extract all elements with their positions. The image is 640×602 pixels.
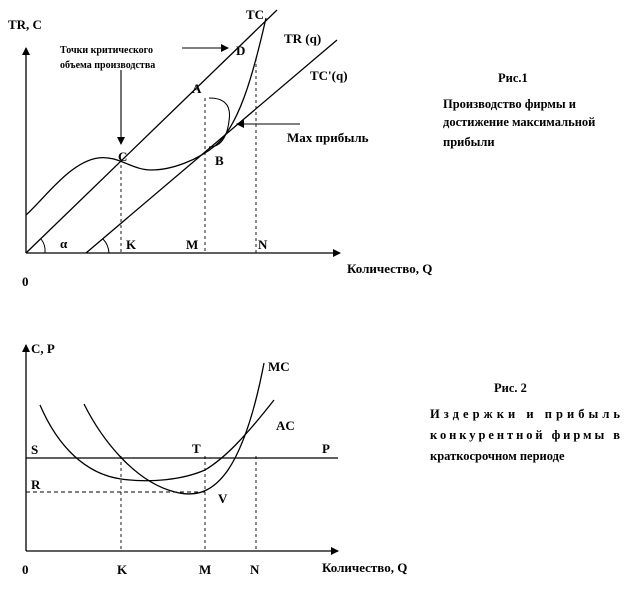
ac-curve <box>40 400 274 481</box>
fig1-tick-k: K <box>126 237 137 252</box>
s-label: S <box>31 442 39 457</box>
r-label: R <box>31 477 41 492</box>
fig2-y-label: C, P <box>31 341 55 356</box>
point-b: B <box>215 153 224 168</box>
fig2-caption-line-1: Издержки и прибыль <box>430 407 620 421</box>
fig2-caption-title: Рис. 2 <box>494 381 527 395</box>
fig1-tick-n: N <box>258 237 268 252</box>
mc-label: MC <box>268 359 290 374</box>
point-d: D <box>236 43 246 58</box>
fig1-x-label: Количество, Q <box>347 261 433 276</box>
tr-label: TR (q) <box>284 31 322 46</box>
max-profit-label: Max прибыль <box>287 130 369 145</box>
fig2-caption-line-2: конкурентной фирмы в <box>430 428 620 442</box>
alpha-arc-2 <box>103 239 109 253</box>
fig1-caption-line-3: прибыли <box>443 135 495 149</box>
v-label: V <box>218 491 228 506</box>
fig2-tick-k: K <box>117 562 128 577</box>
fig1-caption-title: Рис.1 <box>498 71 528 85</box>
p-label: P <box>322 441 330 456</box>
alpha-arc-1 <box>41 239 45 253</box>
fig1-caption-line-1: Производство фирмы и <box>443 97 576 111</box>
critical-note-2: объема производства <box>60 60 156 71</box>
t-label: T <box>192 441 201 456</box>
fig2-tick-n: N <box>250 562 260 577</box>
figure-1 <box>8 7 595 289</box>
alpha-label: α <box>60 236 68 251</box>
mc-curve <box>84 363 264 494</box>
fig1-caption-line-2: достижение максимальной <box>443 115 596 129</box>
fig1-tick-m: M <box>186 237 199 252</box>
fig2-x-label: Количество, Q <box>322 560 408 575</box>
fig2-tick-m: M <box>199 562 212 577</box>
fig2-origin: 0 <box>22 562 29 577</box>
fig1-origin: 0 <box>22 274 29 289</box>
point-a: A <box>192 81 202 96</box>
critical-note-1: Точки критического <box>60 45 153 56</box>
point-c: C <box>118 149 128 164</box>
ac-label: AC <box>276 418 295 433</box>
tc-prime-label: TC'(q) <box>310 68 348 83</box>
fig2-caption-line-3: краткосрочном периоде <box>430 449 565 463</box>
figure-2 <box>22 341 620 577</box>
fig1-y-label: TR, C <box>8 17 42 32</box>
tc-label: TC <box>246 7 265 22</box>
